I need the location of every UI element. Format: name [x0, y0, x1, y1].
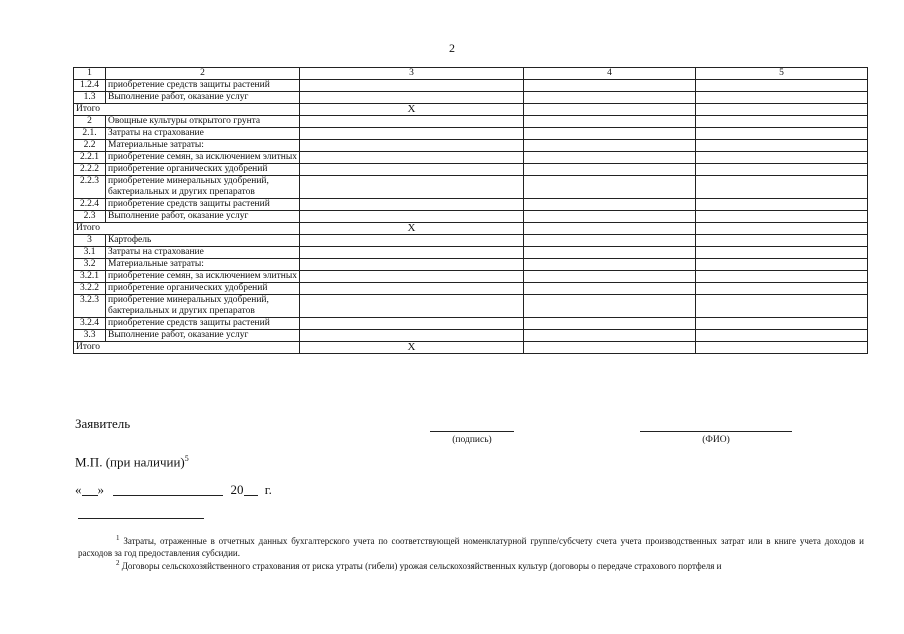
table-row: [74, 330, 868, 342]
page-number: 2: [449, 41, 455, 55]
cell-col4: [524, 211, 696, 223]
row-description: приобретение семян, за исключением элитных: [106, 271, 300, 283]
cell-col5: [696, 223, 868, 235]
table-row: [74, 164, 868, 176]
date-line: [75, 482, 272, 498]
row-number: 3.2: [74, 259, 106, 271]
cell-col4: [524, 128, 696, 140]
cell-col5: [696, 295, 868, 318]
header-cell: 1: [74, 68, 106, 80]
header-cell: 5: [696, 68, 868, 80]
name-caption: (ФИО): [702, 435, 730, 445]
cell-col3: [300, 247, 524, 259]
applicant-label: Заявитель: [75, 416, 131, 431]
year-blank: [244, 483, 258, 496]
cell-col5: [696, 283, 868, 295]
row-description: приобретение средств защиты растений: [106, 80, 300, 92]
row-description: Затраты на страхование: [106, 247, 300, 259]
header-cell: 3: [300, 68, 524, 80]
row-description: приобретение органических удобрений: [106, 283, 300, 295]
stamp-footnote-ref: 5: [184, 454, 189, 463]
cell-col4: [524, 235, 696, 247]
table-row: [74, 318, 868, 330]
row-description: приобретение средств защиты растений: [106, 199, 300, 211]
name-line: [640, 431, 792, 432]
table-row: [74, 235, 868, 247]
row-description: приобретение органических удобрений: [106, 164, 300, 176]
cell-col4: [524, 152, 696, 164]
row-number: 3.2.3: [74, 295, 106, 318]
cell-col3: X: [300, 342, 524, 354]
table-row: [74, 152, 868, 164]
total-label: Итого: [74, 342, 300, 354]
signature-line: [430, 431, 514, 432]
total-label: Итого: [74, 223, 300, 235]
cost-table: [73, 67, 868, 354]
cell-col5: [696, 342, 868, 354]
cell-col4: [524, 295, 696, 318]
footnote-2-text: Договоры сельскохозяйственного страхования от риска утраты (гибели) урожая сельскохозяйственных культур (договоры о передаче страхового портфеля и: [121, 561, 722, 571]
cell-col3: [300, 92, 524, 104]
row-number: 2.2.3: [74, 176, 106, 199]
cell-col3: [300, 235, 524, 247]
footnote-1-ref: 1: [116, 534, 120, 542]
table-row: [74, 199, 868, 211]
cell-col5: [696, 140, 868, 152]
stamp-label: [75, 454, 189, 470]
cell-col5: [696, 80, 868, 92]
row-number: 3.2.4: [74, 318, 106, 330]
cell-col5: [696, 152, 868, 164]
footnote-2-ref: 2: [116, 559, 120, 567]
row-number: 2.2.1: [74, 152, 106, 164]
row-number: 2.2.2: [74, 164, 106, 176]
row-number: 2: [74, 116, 106, 128]
cell-col5: [696, 247, 868, 259]
cell-col4: [524, 342, 696, 354]
total-row: [74, 223, 868, 235]
cell-col4: [524, 283, 696, 295]
year-prefix: 20: [230, 482, 244, 497]
cell-col3: [300, 259, 524, 271]
cell-col5: [696, 235, 868, 247]
cell-col3: [300, 318, 524, 330]
footnote-2: [78, 557, 864, 572]
cell-col3: [300, 199, 524, 211]
cell-col5: [696, 271, 868, 283]
cell-col3: [300, 295, 524, 318]
cell-col5: [696, 330, 868, 342]
row-description: Картофель: [106, 235, 300, 247]
table-row: [74, 128, 868, 140]
table-row: [74, 211, 868, 223]
cell-col4: [524, 223, 696, 235]
cell-col5: [696, 116, 868, 128]
row-number: 3.3: [74, 330, 106, 342]
year-suffix: г.: [264, 482, 272, 497]
day-blank: [82, 483, 98, 496]
cell-col5: [696, 318, 868, 330]
cell-col5: [696, 199, 868, 211]
table-row: [74, 92, 868, 104]
row-description: Овощные культуры открытого грунта: [106, 116, 300, 128]
row-number: 3.2.1: [74, 271, 106, 283]
row-description: Затраты на страхование: [106, 128, 300, 140]
month-blank: [113, 483, 223, 496]
cell-col3: [300, 271, 524, 283]
cell-col5: [696, 92, 868, 104]
cell-col3: [300, 283, 524, 295]
cell-col4: [524, 330, 696, 342]
row-number: 2.3: [74, 211, 106, 223]
table-row: [74, 259, 868, 271]
cell-col3: [300, 176, 524, 199]
row-description: Выполнение работ, оказание услуг: [106, 92, 300, 104]
date-open-quote: «: [75, 482, 82, 497]
cell-col4: [524, 176, 696, 199]
date-close-quote: »: [97, 482, 104, 497]
footnote-1-text: Затраты, отраженные в отчетных данных бухгалтерского учета по соответствующей номенклатурной группе/субсчету счета учета производственных затрат или в книге учета доходов и расходов за год предоставления субсидии.: [78, 536, 864, 558]
cell-col3: X: [300, 223, 524, 235]
header-cell: 4: [524, 68, 696, 80]
table-row: [74, 247, 868, 259]
cell-col4: [524, 104, 696, 116]
table-row: [74, 80, 868, 92]
stamp-text: М.П. (при наличии): [75, 454, 185, 470]
cell-col3: [300, 330, 524, 342]
total-label: Итого: [74, 104, 300, 116]
cell-col5: [696, 164, 868, 176]
row-description: Выполнение работ, оказание услуг: [106, 330, 300, 342]
cell-col4: [524, 140, 696, 152]
cost-table-body: [74, 68, 868, 354]
row-number: 1.2.4: [74, 80, 106, 92]
total-row: [74, 104, 868, 116]
row-number: 1.3: [74, 92, 106, 104]
cell-col4: [524, 116, 696, 128]
total-row: [74, 342, 868, 354]
cell-col3: [300, 140, 524, 152]
row-number: 2.1.: [74, 128, 106, 140]
cell-col5: [696, 128, 868, 140]
cell-col4: [524, 199, 696, 211]
cell-col5: [696, 104, 868, 116]
table-row: [74, 271, 868, 283]
row-number: 2.2.4: [74, 199, 106, 211]
row-description: приобретение минеральных удобрений, бактериальных и других препаратов: [106, 176, 300, 199]
signature-caption: (подпись): [452, 435, 492, 445]
cell-col3: [300, 152, 524, 164]
row-number: 2.2: [74, 140, 106, 152]
row-number: 3.2.2: [74, 283, 106, 295]
row-description: Материальные затраты:: [106, 140, 300, 152]
cell-col3: [300, 128, 524, 140]
cell-col3: [300, 116, 524, 128]
cell-col3: [300, 80, 524, 92]
row-description: приобретение минеральных удобрений, бактериальных и других препаратов: [106, 295, 300, 318]
cell-col4: [524, 318, 696, 330]
table-row: [74, 283, 868, 295]
footnote-1: [78, 532, 864, 559]
footnote-separator: [78, 518, 204, 519]
table-row: [74, 140, 868, 152]
row-number: 3: [74, 235, 106, 247]
row-description: Материальные затраты:: [106, 259, 300, 271]
header-cell: 2: [106, 68, 300, 80]
cell-col4: [524, 259, 696, 271]
cell-col3: [300, 164, 524, 176]
cell-col5: [696, 211, 868, 223]
table-row: [74, 176, 868, 199]
row-description: приобретение семян, за исключением элитных: [106, 152, 300, 164]
row-description: приобретение средств защиты растений: [106, 318, 300, 330]
table-row: [74, 116, 868, 128]
cell-col3: X: [300, 104, 524, 116]
cell-col3: [300, 211, 524, 223]
cell-col4: [524, 247, 696, 259]
table-row: [74, 295, 868, 318]
cell-col4: [524, 271, 696, 283]
cell-col4: [524, 92, 696, 104]
cell-col5: [696, 176, 868, 199]
cell-col4: [524, 80, 696, 92]
cell-col4: [524, 164, 696, 176]
table-header-row: [74, 68, 868, 80]
row-description: Выполнение работ, оказание услуг: [106, 211, 300, 223]
cell-col5: [696, 259, 868, 271]
row-number: 3.1: [74, 247, 106, 259]
